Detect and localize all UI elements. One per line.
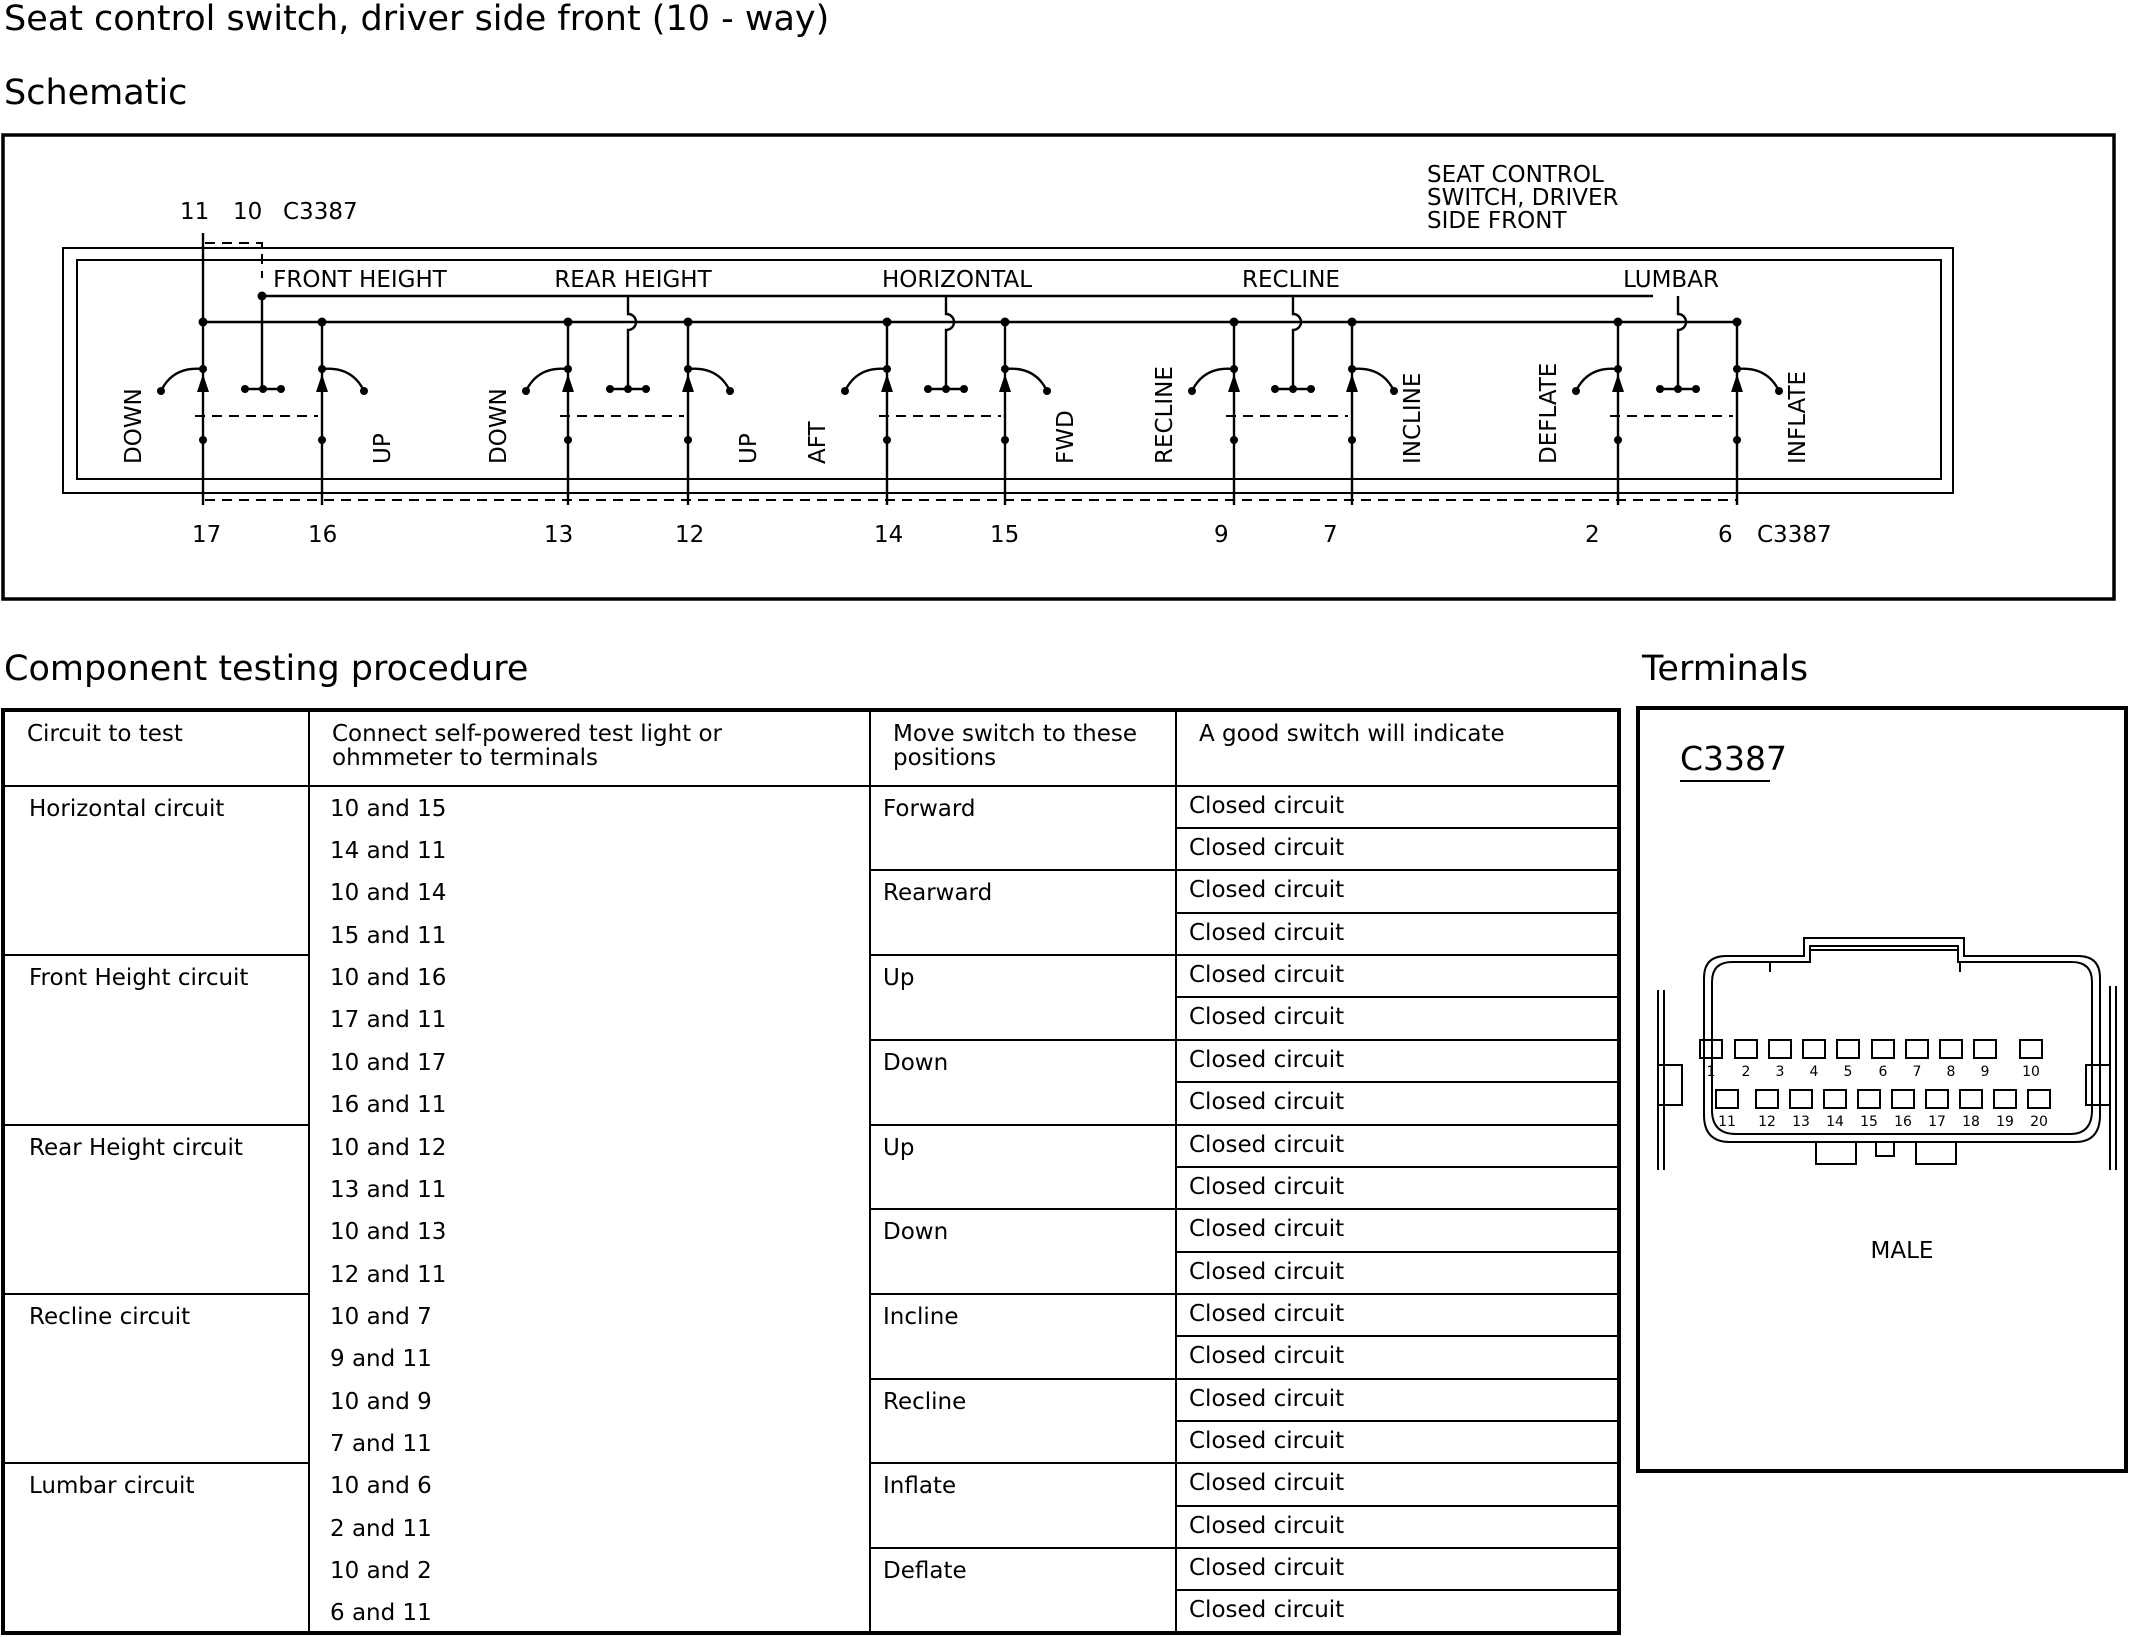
- component-label-line: SIDE FRONT: [1427, 208, 1567, 234]
- contact-dot: [726, 387, 734, 395]
- position-cell: Inflate: [870, 1463, 1176, 1548]
- terminals-cell: 6 and 11: [309, 1590, 870, 1633]
- section-title: FRONT HEIGHT: [273, 267, 447, 293]
- terminals-cell: 10 and 2: [309, 1548, 870, 1590]
- terminals-cell: 10 and 6: [309, 1463, 870, 1505]
- terminals-connector-label: C3387: [1680, 739, 1788, 778]
- pole-dot: [564, 436, 572, 444]
- result-cell: Closed circuit: [1176, 1082, 1619, 1124]
- terminals-cell: 10 and 14: [309, 870, 870, 912]
- result-cell: Closed circuit: [1176, 913, 1619, 955]
- junction-dot: [318, 318, 327, 327]
- terminal-cavity: [1974, 1040, 1996, 1058]
- pole-dot: [1614, 365, 1622, 373]
- circuit-cell: Lumbar circuit: [3, 1463, 309, 1633]
- schematic-diagram: [0, 0, 2130, 610]
- terminal-cavity: [1872, 1040, 1894, 1058]
- terminals-cell: 16 and 11: [309, 1082, 870, 1124]
- section-title: RECLINE: [1242, 267, 1340, 293]
- pole-arrow: [1612, 374, 1624, 392]
- table-row: [3, 1294, 1619, 1336]
- wire-10-crossover: [1293, 296, 1301, 388]
- pole-dot: [1614, 436, 1622, 444]
- result-cell: Closed circuit: [1176, 786, 1619, 828]
- pole-dot: [318, 365, 326, 373]
- contact-dot: [1656, 385, 1664, 393]
- direction-label: RECLINE: [1152, 366, 1178, 464]
- direction-label: INCLINE: [1400, 372, 1426, 464]
- component-label-line: SWITCH, DRIVER: [1427, 185, 1619, 211]
- procedure-heading: Component testing procedure: [4, 649, 529, 689]
- position-cell: Rearward: [870, 870, 1176, 955]
- pole-arrow: [682, 374, 694, 392]
- terminal-number: 3: [1775, 1064, 1785, 1080]
- pin-label-17: 17: [192, 522, 222, 548]
- pin-label-7: 7: [1323, 522, 1338, 548]
- terminals-cell: 10 and 13: [309, 1209, 870, 1251]
- terminal-number: 11: [1718, 1114, 1736, 1130]
- terminal-number: 9: [1980, 1064, 1990, 1080]
- circuit-cell: Recline circuit: [3, 1294, 309, 1463]
- header-cell: Circuit to test: [3, 710, 309, 786]
- schematic-labels: [121, 162, 1832, 548]
- terminal-cavity: [1824, 1090, 1846, 1108]
- side-key-left: [1658, 1065, 1682, 1105]
- pole-dot: [318, 436, 326, 444]
- side-key-right: [2086, 1065, 2110, 1105]
- contact-dot: [360, 387, 368, 395]
- pin-label-13: 13: [544, 522, 574, 548]
- terminal-cavity: [1716, 1090, 1738, 1108]
- header-cell: A good switch will indicate: [1176, 710, 1619, 786]
- pin-label-6: 6: [1718, 522, 1733, 548]
- terminal-cavity: [1837, 1040, 1859, 1058]
- terminal-number: 5: [1843, 1064, 1853, 1080]
- contact-dot: [241, 385, 249, 393]
- junction-dot: [564, 318, 573, 327]
- result-cell: Closed circuit: [1176, 1421, 1619, 1463]
- wire-10-crossover: [946, 296, 954, 388]
- section-title: REAR HEIGHT: [554, 267, 712, 293]
- direction-label: DEFLATE: [1536, 362, 1562, 464]
- terminal-number: 19: [1996, 1114, 2014, 1130]
- terminal-number: 15: [1860, 1114, 1878, 1130]
- pole-swing-arc: [161, 369, 203, 391]
- direction-label: UP: [370, 433, 396, 464]
- position-cell: Down: [870, 1209, 1176, 1294]
- terminals-heading: Terminals: [1642, 649, 1809, 689]
- terminals-cell: 10 and 17: [309, 1040, 870, 1082]
- pole-swing-arc: [1576, 369, 1618, 391]
- contact-dot: [606, 385, 614, 393]
- result-cell: Closed circuit: [1176, 1379, 1619, 1421]
- pole-arrow: [881, 374, 893, 392]
- terminal-number: 7: [1912, 1064, 1922, 1080]
- contact-dot: [1188, 387, 1196, 395]
- result-cell: Closed circuit: [1176, 1506, 1619, 1548]
- terminal-number: 18: [1962, 1114, 1980, 1130]
- contact-dot: [277, 385, 285, 393]
- pole-swing-arc: [1005, 369, 1047, 391]
- testing-procedure-table: [1, 708, 1621, 1635]
- pole-arrow: [1228, 374, 1240, 392]
- terminal-cavity: [2020, 1040, 2042, 1058]
- connector-label-top: C3387: [283, 199, 358, 225]
- pin-label-11: 11: [180, 199, 210, 225]
- circuit-cell: Horizontal circuit: [3, 786, 309, 955]
- terminals-panel: [1636, 706, 2128, 1473]
- junction-dot: [1733, 318, 1742, 327]
- result-cell: Closed circuit: [1176, 1294, 1619, 1336]
- pole-dot: [1733, 365, 1741, 373]
- terminal-number: 16: [1894, 1114, 1912, 1130]
- page-title: Seat control switch, driver side front (10 - way): [4, 0, 830, 39]
- pole-dot: [1348, 365, 1356, 373]
- position-cell: Incline: [870, 1294, 1176, 1379]
- pole-swing-arc: [688, 369, 730, 391]
- section-title: HORIZONTAL: [881, 267, 1033, 293]
- pole-swing-arc: [322, 369, 364, 391]
- pole-swing-arc: [526, 369, 568, 391]
- terminal-number: 20: [2030, 1114, 2048, 1130]
- pole-arrow: [316, 374, 328, 392]
- pin-label-14: 14: [874, 522, 904, 548]
- direction-label: AFT: [805, 421, 831, 464]
- schematic-heading: Schematic: [4, 73, 188, 113]
- contact-dot: [1390, 387, 1398, 395]
- direction-label: DOWN: [486, 388, 512, 464]
- terminals-cell: 2 and 11: [309, 1506, 870, 1548]
- result-cell: Closed circuit: [1176, 1040, 1619, 1082]
- contact-dot: [157, 387, 165, 395]
- bottom-tab: [1916, 1142, 1956, 1164]
- pin-label-9: 9: [1214, 522, 1229, 548]
- terminal-cavity: [1858, 1090, 1880, 1108]
- bottom-tab: [1876, 1142, 1894, 1156]
- table-row: [3, 786, 1619, 828]
- pole-dot: [1230, 365, 1238, 373]
- pole-dot: [684, 436, 692, 444]
- contact-dot: [1289, 385, 1297, 393]
- terminals-cell: 10 and 7: [309, 1294, 870, 1336]
- result-cell: Closed circuit: [1176, 1336, 1619, 1378]
- terminal-number: 13: [1792, 1114, 1810, 1130]
- direction-label: FWD: [1053, 410, 1079, 464]
- pole-dot: [1348, 436, 1356, 444]
- terminals-cell: 15 and 11: [309, 913, 870, 955]
- terminal-number: 10: [2022, 1064, 2040, 1080]
- wire-10-crossover: [628, 296, 636, 388]
- pole-dot: [1001, 365, 1009, 373]
- contact-dot: [1775, 387, 1783, 395]
- pin-label-15: 15: [990, 522, 1020, 548]
- terminal-cavity: [1994, 1090, 2016, 1108]
- table-row: [3, 955, 1619, 997]
- component-label-line: SEAT CONTROL: [1427, 162, 1604, 188]
- terminal-number: 12: [1758, 1114, 1776, 1130]
- gender-label: MALE: [1870, 1238, 1934, 1264]
- result-cell: Closed circuit: [1176, 997, 1619, 1039]
- pole-dot: [883, 436, 891, 444]
- pole-swing-arc: [845, 369, 887, 391]
- junction-dot: [1614, 318, 1623, 327]
- contact-dot: [841, 387, 849, 395]
- result-cell: Closed circuit: [1176, 1209, 1619, 1251]
- terminal-cavity: [1735, 1040, 1757, 1058]
- table-row: [3, 1125, 1619, 1167]
- junction-dot: [684, 318, 693, 327]
- pole-arrow: [999, 374, 1011, 392]
- result-cell: Closed circuit: [1176, 1167, 1619, 1209]
- terminal-number: 17: [1928, 1114, 1946, 1130]
- terminal-cavity: [1892, 1090, 1914, 1108]
- pole-arrow: [562, 374, 574, 392]
- terminal-number: 14: [1826, 1114, 1844, 1130]
- terminals-cell: 10 and 16: [309, 955, 870, 997]
- contact-arrows: [197, 374, 1743, 392]
- junction-dot: [258, 292, 267, 301]
- wire-10-crossover: [1678, 296, 1686, 388]
- pin-label-2: 2: [1585, 522, 1600, 548]
- terminals-cell: 13 and 11: [309, 1167, 870, 1209]
- result-cell: Closed circuit: [1176, 1463, 1619, 1505]
- connector-label-bottom: C3387: [1757, 522, 1832, 548]
- junction-dot: [1001, 318, 1010, 327]
- terminal-cavity: [1940, 1040, 1962, 1058]
- terminals-cell: 12 and 11: [309, 1252, 870, 1294]
- pole-swing-arc: [1192, 369, 1234, 391]
- position-cell: Up: [870, 955, 1176, 1040]
- contact-dot: [1674, 385, 1682, 393]
- contact-dot: [259, 385, 267, 393]
- result-cell: Closed circuit: [1176, 1590, 1619, 1633]
- terminals-cell: 7 and 11: [309, 1421, 870, 1463]
- pole-dot: [883, 365, 891, 373]
- contact-dot: [642, 385, 650, 393]
- pole-dot: [199, 365, 207, 373]
- result-cell: Closed circuit: [1176, 1548, 1619, 1590]
- result-cell: Closed circuit: [1176, 1125, 1619, 1167]
- terminals-cell: 14 and 11: [309, 828, 870, 870]
- terminal-cavity: [1769, 1040, 1791, 1058]
- contact-dot: [942, 385, 950, 393]
- pole-dot: [199, 436, 207, 444]
- terminal-cavity: [1790, 1090, 1812, 1108]
- direction-label: INFLATE: [1785, 370, 1811, 464]
- terminal-number: 2: [1741, 1064, 1751, 1080]
- terminal-cavity: [1926, 1090, 1948, 1108]
- pole-swing-arc: [1737, 369, 1779, 391]
- terminals-cell: 9 and 11: [309, 1336, 870, 1378]
- position-cell: Up: [870, 1125, 1176, 1210]
- pole-dot: [1230, 436, 1238, 444]
- bottom-tab: [1816, 1142, 1856, 1164]
- direction-label: UP: [736, 433, 762, 464]
- pole-arrow: [1346, 374, 1358, 392]
- header-cell: Move switch to these positions: [870, 710, 1176, 786]
- terminals-cell: 17 and 11: [309, 997, 870, 1039]
- pole-dot: [1733, 436, 1741, 444]
- contact-dot: [1307, 385, 1315, 393]
- position-cell: Deflate: [870, 1548, 1176, 1633]
- pole-swing-arc: [1352, 369, 1394, 391]
- junction-dot: [883, 318, 892, 327]
- position-cell: Recline: [870, 1379, 1176, 1464]
- pin-label-12: 12: [675, 522, 705, 548]
- terminal-cavity: [1960, 1090, 1982, 1108]
- circuit-cell: Rear Height circuit: [3, 1125, 309, 1294]
- section-title: LUMBAR: [1623, 267, 1719, 293]
- contact-dot: [624, 385, 632, 393]
- junction-dot: [199, 318, 208, 327]
- pole-dot: [564, 365, 572, 373]
- terminal-cavity: [2028, 1090, 2050, 1108]
- terminals-cell: 10 and 9: [309, 1379, 870, 1421]
- direction-label: DOWN: [121, 388, 147, 464]
- terminal-number: 6: [1878, 1064, 1888, 1080]
- connector-face-diagram: [1640, 710, 2130, 1477]
- circuit-cell: Front Height circuit: [3, 955, 309, 1124]
- pin-label-10: 10: [233, 199, 263, 225]
- contact-dot: [1692, 385, 1700, 393]
- pin-label-16: 16: [308, 522, 338, 548]
- pole-arrow: [1731, 374, 1743, 392]
- pole-arrow: [197, 374, 209, 392]
- result-cell: Closed circuit: [1176, 955, 1619, 997]
- pole-dot: [684, 365, 692, 373]
- terminal-number: 8: [1946, 1064, 1956, 1080]
- result-cell: Closed circuit: [1176, 828, 1619, 870]
- contact-dot: [960, 385, 968, 393]
- position-cell: Down: [870, 1040, 1176, 1125]
- terminals-cell: 10 and 15: [309, 786, 870, 828]
- contact-dot: [522, 387, 530, 395]
- table-row: [3, 1463, 1619, 1505]
- terminal-cavity: [1803, 1040, 1825, 1058]
- result-cell: Closed circuit: [1176, 870, 1619, 912]
- terminal-number: 1: [1706, 1064, 1716, 1080]
- terminals-cell: 10 and 12: [309, 1125, 870, 1167]
- header-cell: Connect self-powered test light or ohmmeter to terminals: [309, 710, 870, 786]
- junction-dot: [1348, 318, 1357, 327]
- position-cell: Forward: [870, 786, 1176, 871]
- contact-dot: [1572, 387, 1580, 395]
- pole-dot: [1001, 436, 1009, 444]
- terminal-cavity: [1906, 1040, 1928, 1058]
- contact-dot: [924, 385, 932, 393]
- junction-dot: [1230, 318, 1239, 327]
- contact-dot: [1271, 385, 1279, 393]
- terminal-cavity: [1756, 1090, 1778, 1108]
- result-cell: Closed circuit: [1176, 1252, 1619, 1294]
- contact-dot: [1043, 387, 1051, 395]
- terminal-number: 4: [1809, 1064, 1819, 1080]
